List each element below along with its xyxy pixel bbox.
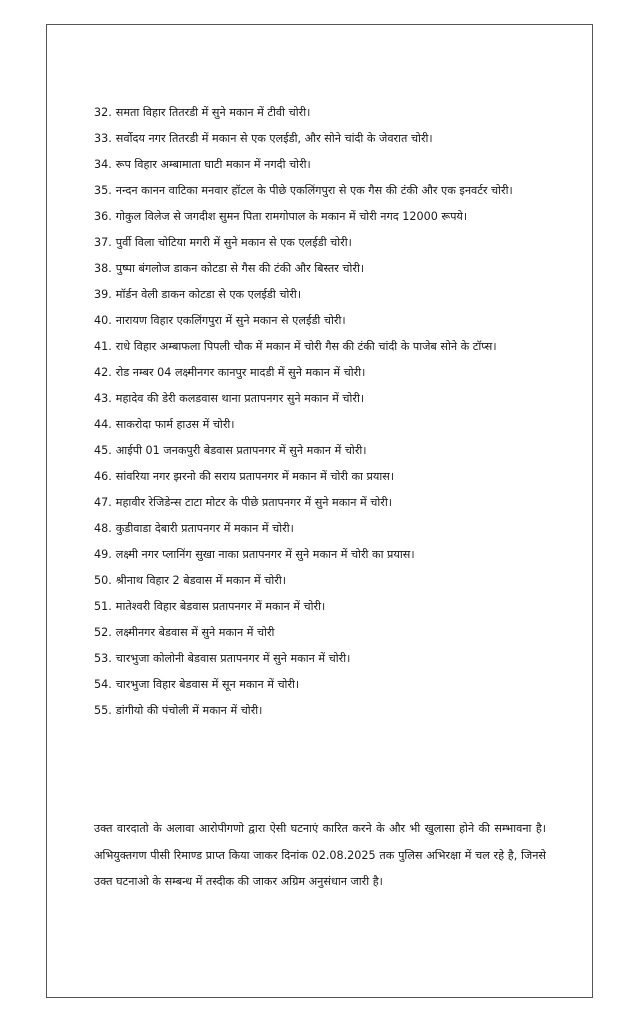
item-text: मॉर्डन वेली डाकन कोटडा से एक एलईडी चोरी।: [115, 288, 302, 301]
list-item: [94, 490, 550, 516]
list-item: [94, 568, 550, 594]
item-text: लक्ष्मीनगर बेडवास में सुने मकान में चोरी: [115, 626, 275, 639]
item-text: रोड नम्बर 04 लक्ष्मीनगर कानपुर मादडी में सुने मकान में चोरी।: [115, 366, 366, 379]
item-number: 43.: [94, 392, 112, 405]
item-text: नन्दन कानन वाटिका मनवार हॉटल के पीछे एकलिंगपुरा से एक गैस की टंकी और एक इनवर्टर चोरी।: [115, 184, 513, 197]
item-number: 48.: [94, 522, 112, 535]
item-number: 42.: [94, 366, 112, 379]
list-item: [94, 100, 550, 126]
item-text: चारभुजा कोलोनी बेडवास प्रतापनगर में सुने मकान में चोरी।: [115, 652, 351, 665]
item-number: 35.: [94, 184, 112, 197]
list-item: [94, 646, 550, 672]
item-text: पुष्पा बंगलोज डाकन कोटडा से गैस की टंकी और बिस्तर चोरी।: [115, 262, 365, 275]
item-number: 46.: [94, 470, 112, 483]
list-item: [94, 126, 550, 152]
list-item: [94, 334, 550, 360]
item-number: 40.: [94, 314, 112, 327]
item-number: 55.: [94, 704, 112, 717]
item-text: रूप विहार अम्बामाता घाटी मकान में नगदी चोरी।: [115, 158, 311, 171]
list-item: [94, 412, 550, 438]
item-number: 49.: [94, 548, 112, 561]
item-text: गोकुल विलेज से जगदीश सुमन पिता रामगोपाल के मकान में चोरी नगद 12000 रूपये।: [115, 210, 468, 223]
item-text: डांगीयो की पंचोली में मकान में चोरी।: [115, 704, 263, 717]
list-item: [94, 360, 550, 386]
item-text: श्रीनाथ विहार 2 बेडवास में मकान में चोरी।: [115, 574, 286, 587]
list-item: [94, 282, 550, 308]
list-item: [94, 308, 550, 334]
item-text: चारभुजा विहार बेडवास में सून मकान में चोरी।: [115, 678, 300, 691]
item-text: कुडीवाडा देबारी प्रतापनगर में मकान में चोरी।: [115, 522, 294, 535]
list-item: [94, 204, 550, 230]
item-number: 33.: [94, 132, 112, 145]
item-number: 54.: [94, 678, 112, 691]
list-item: [94, 594, 550, 620]
item-text: साकरोदा फार्म हाउस में चोरी।: [115, 418, 235, 431]
list-item: [94, 620, 550, 646]
item-number: 45.: [94, 444, 112, 457]
list-item: [94, 230, 550, 256]
item-text: पुर्वी विला चोटिया मगरी में सुने मकान से एक एलईडी चोरी।: [115, 236, 352, 249]
closing-paragraph: उक्त वारदातो के अलावा आरोपीगणो द्वारा ऐसी घटनाएं कारित करने के और भी खुलासा होने की सम्भावना है। अभियुक्तगण पीसी रिमाण्ड प्राप्त किया जाकर दिनांक 02.08.2025 तक पुलिस अभिरक्षा में चल रहे है, जिनसे उक्त घटनाओ के सम्बन्ध में तस्दीक की जाकर अग्रिम अनुसंधान जारी है।: [94, 822, 546, 888]
item-number: 52.: [94, 626, 112, 639]
item-number: 38.: [94, 262, 112, 275]
item-text: समता विहार तितरडी में सुने मकान में टीवी चोरी।: [115, 106, 311, 119]
item-number: 32.: [94, 106, 112, 119]
list-item: [94, 672, 550, 698]
incident-list: [94, 100, 550, 724]
item-number: 53.: [94, 652, 112, 665]
item-text: लक्ष्मी नगर प्लानिंग सुखा नाका प्रतापनगर में सुने मकान में चोरी का प्रयास।: [115, 548, 415, 561]
item-text: महावीर रेजिडेन्स टाटा मोटर के पीछे प्रतापनगर में सुने मकान में चोरी।: [115, 496, 392, 509]
list-item: [94, 542, 550, 568]
item-text: राधे विहार अम्बाफला पिपली चौक में मकान में चोरी गैस की टंकी चांदी के पाजेब सोने के टॉप्स।: [115, 340, 497, 353]
item-text: मातेश्वरी विहार बेडवास प्रतापनगर में मकान में चोरी।: [115, 600, 326, 613]
list-item: [94, 698, 550, 724]
list-item: [94, 386, 550, 412]
item-text: सर्वोदय नगर तितरडी में मकान से एक एलईडी, और सोने चांदी के जेवरात चोरी।: [115, 132, 433, 145]
list-item: [94, 464, 550, 490]
item-text: आईपी 01 जनकपुरी बेडवास प्रतापनगर में सुने मकान में चोरी।: [115, 444, 367, 457]
list-item: [94, 152, 550, 178]
item-number: 47.: [94, 496, 112, 509]
list-item: [94, 256, 550, 282]
item-text: नारायण विहार एकलिंगपुरा में सुने मकान से एलईडी चोरी।: [115, 314, 346, 327]
item-number: 50.: [94, 574, 112, 587]
list-item: [94, 178, 550, 204]
list-item: [94, 438, 550, 464]
item-number: 44.: [94, 418, 112, 431]
item-number: 36.: [94, 210, 112, 223]
item-number: 41.: [94, 340, 112, 353]
item-number: 37.: [94, 236, 112, 249]
item-text: सांवरिया नगर झरनो की सराय प्रतापनगर में मकान में चोरी का प्रयास।: [115, 470, 395, 483]
item-number: 39.: [94, 288, 112, 301]
item-number: 34.: [94, 158, 112, 171]
item-number: 51.: [94, 600, 112, 613]
list-item: [94, 516, 550, 542]
item-text: महादेव की डेरी कलडवास थाना प्रतापनगर सुने मकान में चोरी।: [115, 392, 365, 405]
